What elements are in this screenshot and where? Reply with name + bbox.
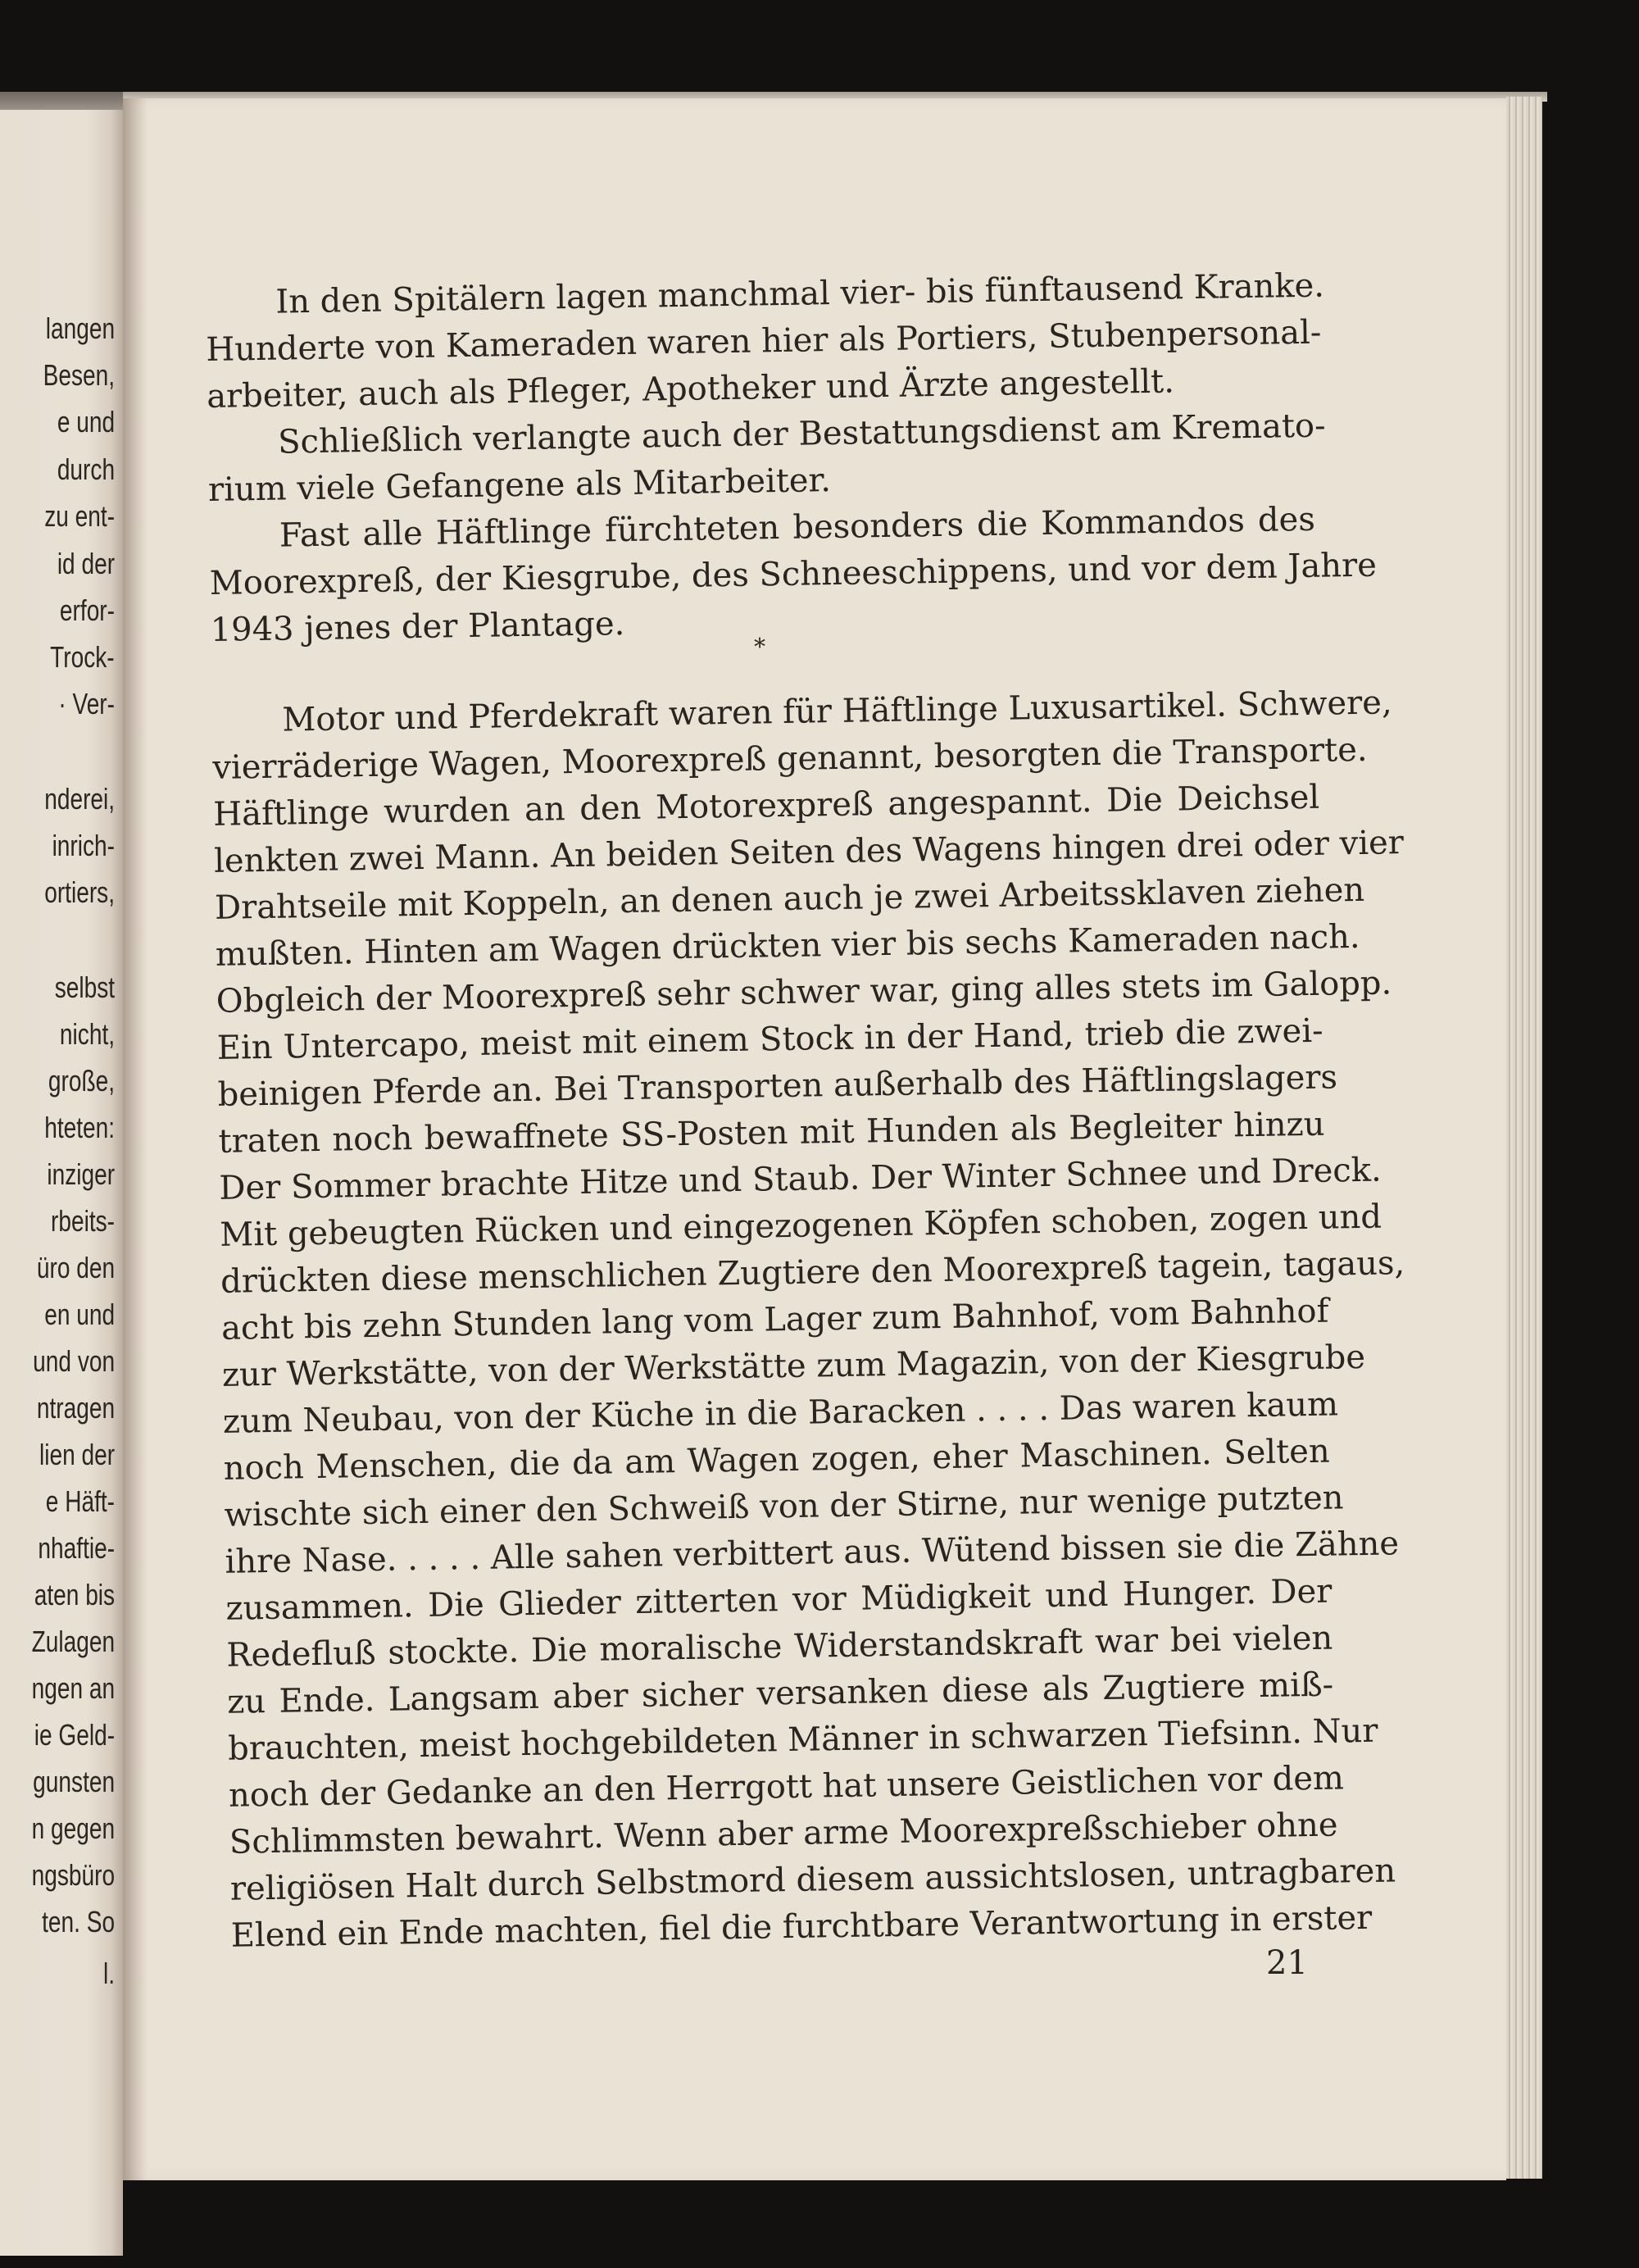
text-line: Der Sommer brachte Hitze und Staub. Der Winter Schnee und Dreck. (219, 1151, 1382, 1207)
facing-page-fragment: e Häft- (45, 1484, 115, 1518)
text-line: Ein Untercapo, meist mit einem Stock in der Hand, trieb die zwei- (216, 1011, 1323, 1067)
text-line: brauchten, meist hochgebildeten Männer in schwarzen Tiefsinn. Nur (227, 1711, 1378, 1768)
facing-page-fragment: und von (33, 1344, 115, 1378)
facing-page-fragment: zu ent- (44, 499, 115, 533)
facing-page-fragment: nderei, (44, 782, 115, 816)
facing-page-fragment: durch (57, 452, 115, 486)
text-line: Hunderte von Kameraden waren hier als Portiers, Stubenpersonal- (206, 313, 1322, 369)
facing-page-fragment: langen (45, 311, 115, 345)
facing-page-fragment: Zulagen (31, 1625, 115, 1658)
text-line: Obgleich der Moorexpreß sehr schwer war, ging alles stets im Galopp. (216, 964, 1392, 1020)
facing-page-fragment: selbst (54, 970, 115, 1004)
text-line: Moorexpreß, der Kiesgrube, des Schneeschippens, und vor dem Jahre (209, 546, 1378, 602)
text-line: Schlimmsten bewahrt. Wenn aber arme Moorexpreßschieber ohne (229, 1806, 1338, 1861)
facing-page-fragment: aten bis (34, 1578, 115, 1611)
spine-shadow (123, 98, 148, 2180)
text-line: lenkten zwei Mann. An beiden Seiten des Wagens hingen drei oder vier (213, 824, 1405, 880)
text-line: arbeiter, auch als Pfleger, Apotheker und Ärzte angestellt. (206, 362, 1175, 416)
text-line: wischte sich einer den Schweiß von der Stirne, nur wenige putzten (224, 1479, 1344, 1534)
text-line: Drahtseile mit Koppeln, an denen auch je zwei Arbeitssklaven ziehen (214, 870, 1365, 927)
facing-page-fragment: ngen an (31, 1671, 115, 1705)
text-line: zur Werkstätte, von der Werkstätte zum Magazin, von der Kiesgrube (221, 1338, 1366, 1394)
text-line: 1943 jenes der Plantage. (210, 605, 625, 649)
text-line: mußten. Hinten am Wagen drückten vier bis sechs Kameraden nach. (215, 917, 1360, 974)
facing-page-fragment: nhaftie- (38, 1531, 115, 1565)
facing-page-fragment: hteten: (44, 1111, 115, 1144)
text-line: Elend ein Ende machten, fiel die furchtbare Verantwortung in erster (230, 1898, 1373, 1955)
facing-page-fragment: · Ver- (58, 687, 115, 720)
facing-page-fragment: nicht, (59, 1017, 115, 1051)
facing-page-fragment: id der (57, 547, 115, 580)
facing-page-fragment: gunsten (33, 1765, 115, 1798)
facing-page-fragment: inrich- (52, 829, 115, 862)
page-number: 21 (1266, 1944, 1308, 1982)
page-stack-edges (1506, 97, 1542, 2179)
text-line: acht bis zehn Stunden lang vom Lager zum Bahnhof, vom Bahnhof (220, 1292, 1329, 1348)
facing-page-fragment: lien der (39, 1438, 115, 1471)
text-line: Redefluß stockte. Die moralische Widerstandskraft war bei vielen (226, 1619, 1333, 1675)
facing-page-fragment: e und (57, 405, 115, 439)
facing-page-fragment: üro den (36, 1251, 115, 1284)
text-line: drückten diese menschlichen Zugtiere den Moorexpreß tagein, tagaus, (220, 1244, 1405, 1301)
text-line: traten noch bewaffnete SS-Posten mit Hunden als Begleiter hinzu (218, 1105, 1325, 1161)
facing-page-fragment: ie Geld- (34, 1718, 115, 1752)
text-line: Häftlinge wurden an den Motorexpreß angespannt. Die Deichsel (212, 778, 1320, 834)
text-line: noch Menschen, die da am Wagen zogen, eher Maschinen. Selten (223, 1432, 1331, 1488)
facing-page-edge (0, 92, 123, 2256)
facing-page-fragment: ortiers, (44, 875, 115, 909)
facing-page-top-edge (0, 92, 131, 110)
facing-page-fragment: en und (44, 1298, 115, 1331)
text-line: noch der Gedanke an den Herrgott hat unsere Geistlichen vor dem (228, 1759, 1345, 1815)
text-line: zu Ende. Langsam aber sicher versanken diese als Zugtiere miß- (226, 1666, 1334, 1721)
facing-page-fragment: Besen, (43, 358, 115, 392)
facing-page-fragment: n gegen (31, 1811, 115, 1845)
text-line: ihre Nase. . . . . Alle sahen verbittert aus. Wütend bissen sie die Zähne (225, 1525, 1400, 1581)
facing-page-fragment: große, (48, 1064, 115, 1098)
text-line: rium viele Gefangene als Mitarbeiter. (207, 461, 832, 509)
text-line: Schließlich verlangte auch der Bestattungsdienst am Kremato- (277, 407, 1326, 461)
text-line: beinigen Pferde an. Bei Transporten außerhalb des Häftlingslagers (217, 1058, 1338, 1114)
text-line: religiösen Halt durch Selbstmord diesem aussichtslosen, untragbaren (229, 1852, 1396, 1908)
facing-page-fragment: l. (102, 1957, 115, 1990)
text-line: Fast alle Häftlinge fürchteten besonders die Kommandos des (279, 500, 1316, 555)
facing-page-fragment: erfor- (59, 593, 115, 627)
facing-page-fragment: Trock- (50, 640, 115, 674)
text-line: vierräderige Wagen, Moorexpreß genannt, besorgten die Transporte. (212, 730, 1368, 787)
facing-page-fragment: rbeits- (50, 1204, 115, 1238)
text-line: zum Neubau, von der Küche in die Baracken . . . . Das waren kaum (222, 1385, 1339, 1441)
text-line: Motor und Pferdekraft waren für Häftlinge Luxusartikel. Schwere, (282, 684, 1392, 739)
text-line: zusammen. Die Glieder zitterten vor Müdigkeit und Hunger. Der (225, 1572, 1333, 1628)
text-line: In den Spitälern lagen manchmal vier- bis fünftausend Kranke. (275, 266, 1325, 321)
facing-page-fragment: ten. So (42, 1905, 115, 1938)
facing-page-fragment: inziger (47, 1157, 115, 1191)
facing-page-fragment: ngsbüro (31, 1858, 115, 1892)
section-separator-asterisk: * (753, 633, 766, 661)
text-line: Mit gebeugten Rücken und eingezogenen Köpfen schoben, zogen und (219, 1198, 1382, 1254)
facing-page-fragment: ntragen (36, 1391, 115, 1425)
